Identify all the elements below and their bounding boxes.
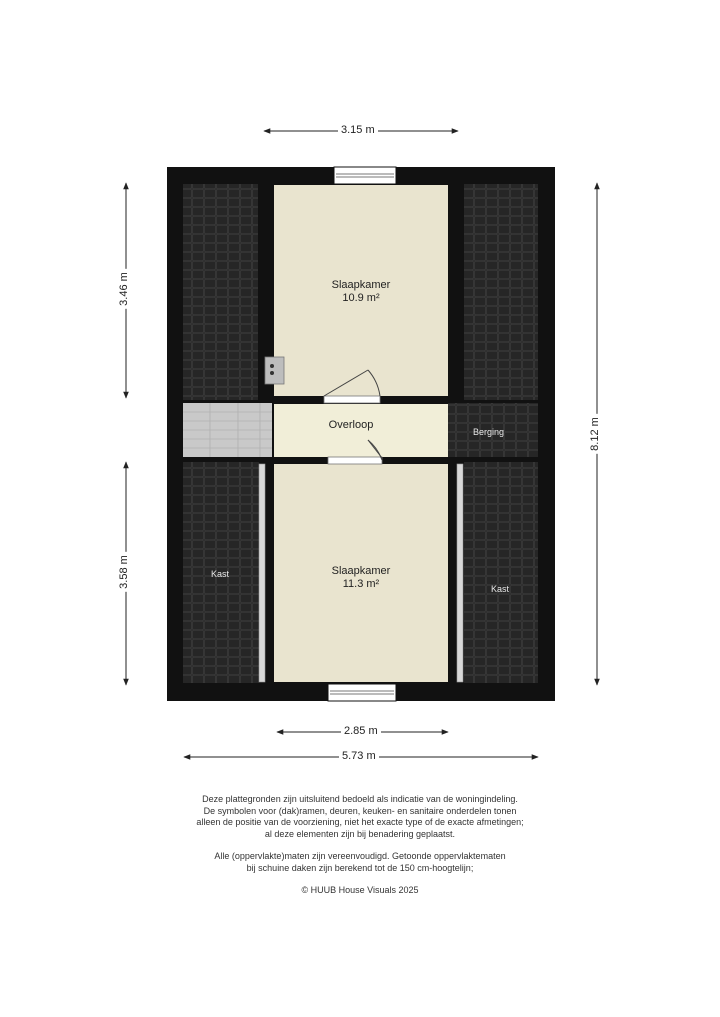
room-name: Slaapkamer (331, 565, 391, 577)
kneewall-right (457, 464, 463, 682)
room-kast-left: Kast (211, 569, 230, 579)
disclaimer (150, 794, 570, 897)
room-name: Slaapkamer (331, 279, 391, 291)
dim-total-width: 5.73 m (339, 750, 379, 762)
room-slaapkamer-top (301, 279, 421, 305)
dim-left-upper-height: 3.46 m (118, 269, 130, 309)
room-berging: Berging (473, 427, 505, 437)
window-bottom (328, 684, 396, 701)
room-area: 11.3 m² (342, 578, 380, 590)
roof-right-upper (464, 184, 538, 400)
window-top (334, 167, 396, 184)
roof-right-lower (464, 462, 538, 683)
disclaimer-line: Deze plattegronden zijn uitsluitend bedoeld als indicatie van de woningindeling. (202, 794, 518, 804)
disclaimer-line: Alle (oppervlakte)maten zijn vereenvoudigd. Getoonde oppervlaktematen (214, 851, 506, 861)
disclaimer-line: al deze elementen zijn bij benadering geplaatst. (264, 828, 456, 839)
room-kast-right: Kast (491, 584, 510, 594)
stairs (183, 403, 272, 457)
roof-left-upper (183, 184, 258, 400)
copyright: © HUUB House Visuals 2025 (301, 885, 419, 895)
disclaimer-line: bij schuine daken zijn berekend tot de 150 cm-hoogtelijn; (246, 862, 474, 873)
disclaimer-line: De symbolen voor (dak)ramen, deuren, keuken- en sanitaire onderdelen tonen (203, 805, 517, 816)
kneewall-left (259, 464, 265, 682)
room-area: 10.9 m² (342, 292, 380, 304)
room-overloop: Overloop (328, 419, 374, 431)
room-slaapkamer-bottom (301, 565, 421, 591)
dim-top-width: 3.15 m (338, 124, 378, 136)
dim-right-total-height: 8.12 m (589, 414, 601, 454)
dim-inner-bottom-width: 2.85 m (341, 725, 381, 737)
dim-left-lower-height: 3.58 m (118, 552, 130, 592)
boiler-icon (265, 357, 284, 384)
disclaimer-line: alleen de positie van de voorziening, niet het exacte type of de exacte afmetingen; (196, 817, 524, 827)
